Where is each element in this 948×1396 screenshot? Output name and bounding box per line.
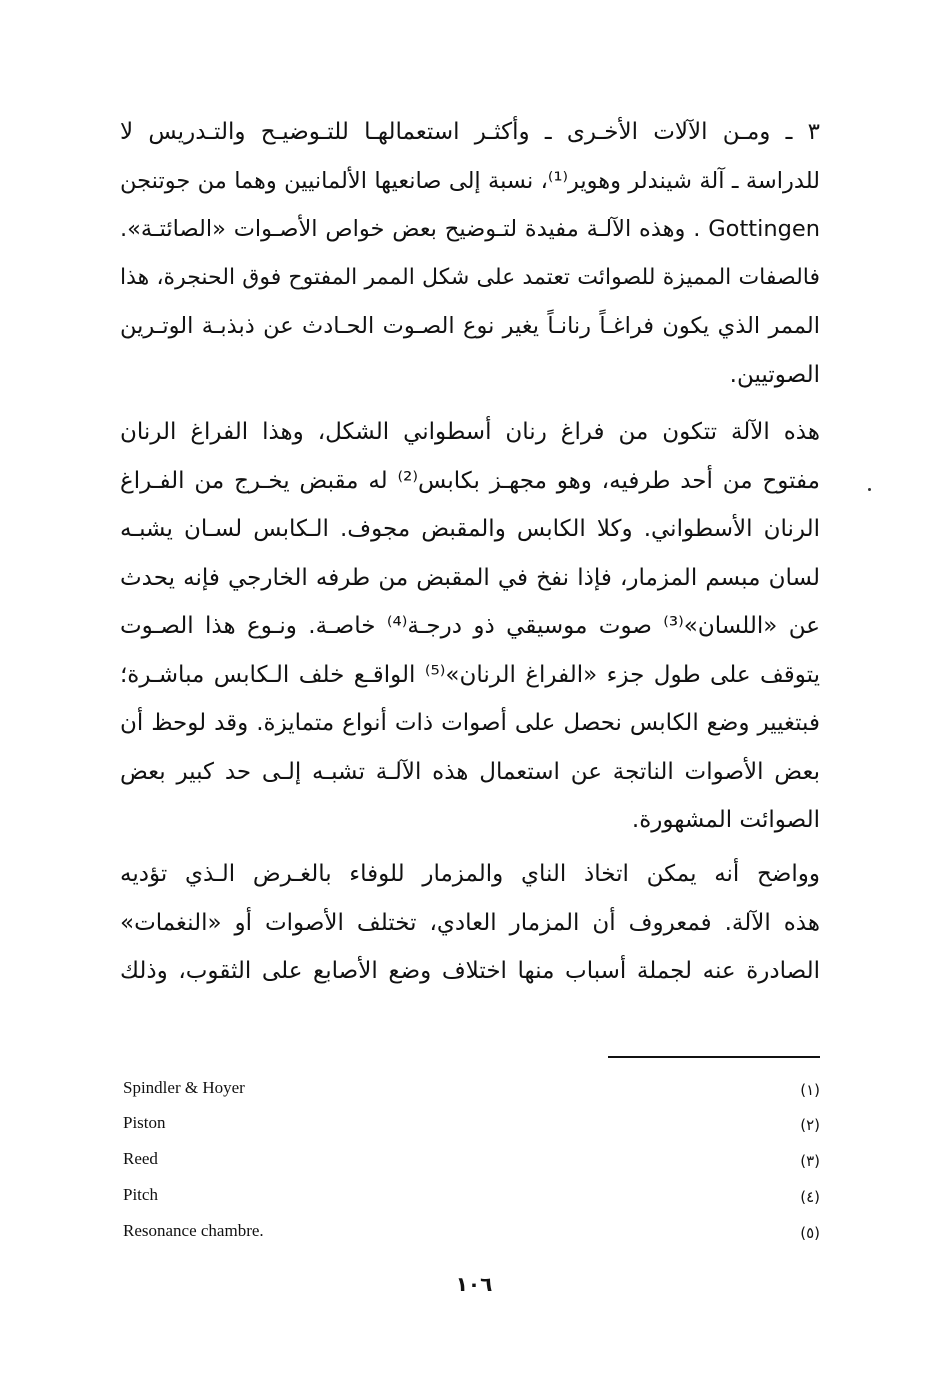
paragraph-line: الصوائت المشهورة. <box>631 807 820 833</box>
footnote-number: (١) <box>800 1081 820 1099</box>
paragraph-1 <box>120 108 820 399</box>
footnote-5 <box>120 1219 820 1249</box>
paragraph-line: الصادرة عنه لجملة أسباب منها اختلاف وضع الأصابع على الثقوب، وذلك <box>120 958 820 984</box>
paragraph-line: وواضح أنه يمكن اتخاذ الناي والمزمار للوفاء بالغـرض الـذي تؤديه <box>120 861 820 887</box>
footnote-number: (٤) <box>800 1188 820 1206</box>
footnote-number: (٣) <box>800 1152 820 1170</box>
paragraph-line: Gottingen . وهذه الآلـة مفيدة لتـوضيح بعض خواص الأصـوات «الصائتـة». <box>120 216 820 242</box>
page-number: ١٠٦ <box>455 1272 493 1296</box>
footnote-text: Spindler & Hoyer <box>123 1078 245 1097</box>
paragraph-line: فبتغيير وضع الكابس نحصل على أصوات ذات أنواع متمايزة. وقد لوحظ أن <box>120 710 820 736</box>
footnote-separator <box>608 1056 820 1058</box>
paragraph-line: بعض الأصوات الناتجة عن استعمال هذه الآلـة تشبـه إلـى حد كبير بعض <box>120 758 820 785</box>
footnote-text: Piston <box>123 1113 166 1132</box>
paragraph-3 <box>120 850 820 996</box>
footnote-number: (٥) <box>800 1224 820 1242</box>
paragraph-line: الرنان الأسطواني. وكلا الكابس والمقبض مجوف. الـكابس لسـان يشبـه <box>120 516 820 542</box>
paragraph-line: هذه الآلة تتكون من فراغ رنان أسطواني الشكل، وهذا الفراغ الرنان <box>120 419 820 445</box>
paragraph-line: هذه الآلة. فمعروف أن المزمار العادي، تختلف الأصوات أو «النغمات» <box>120 909 820 936</box>
paragraph-line: الممر الذي يكون فراغـاً رنانـاً يغير نوع الصـوت الحـادث عن ذبذبـة الوتـرين <box>120 313 820 339</box>
footnote-2 <box>120 1111 820 1141</box>
paragraph-line: يتوقف على طول جزء «الفراغ الرنان»⁽⁵⁾ الواقـع خلف الـكابس مباشـرة؛ <box>120 661 820 688</box>
paragraph-line: مفتوح من أحد طرفيه، وهو مجهـز بكابس⁽²⁾ له مقبض يخـرج من الفـراغ <box>120 467 820 494</box>
footnote-4 <box>120 1183 820 1213</box>
paragraph-line: لسان مبسم المزمار، فإذا نفخ في المقبض من طرفه الخارجي فإنه يحدث <box>120 564 820 591</box>
footnote-1 <box>120 1076 820 1106</box>
paragraph-line: ٣ ـ ومـن الآلات الأخـرى ـ وأكثـر استعمالهـا للتـوضيـح والتـدريس لا <box>120 119 820 145</box>
paragraph-2 <box>120 408 820 845</box>
footnote-text: Pitch <box>123 1185 158 1204</box>
paragraph-line: فالصفات المميزة للصوائت تعتمد على شكل الممر المفتوح فوق الحنجرة، هذا <box>120 264 820 290</box>
paragraph-line: للدراسة ـ آلة شيندلر وهوير⁽¹⁾، نسبة إلى صانعيها الألمانيين وهما من جوتنجن <box>120 167 820 194</box>
footnote-number: (٢) <box>800 1116 820 1134</box>
footnote-3 <box>120 1147 820 1177</box>
scan-speck <box>868 488 871 491</box>
footnote-text: Reed <box>123 1149 158 1168</box>
paragraph-line: الصوتيين. <box>729 361 820 388</box>
footnote-text: Resonance chambre. <box>123 1221 264 1240</box>
paragraph-line: عن «اللسان»⁽³⁾ صوت موسيقي ذو درجـة⁽⁴⁾ خاصـة. ونـوع هذا الصـوت <box>120 613 820 639</box>
